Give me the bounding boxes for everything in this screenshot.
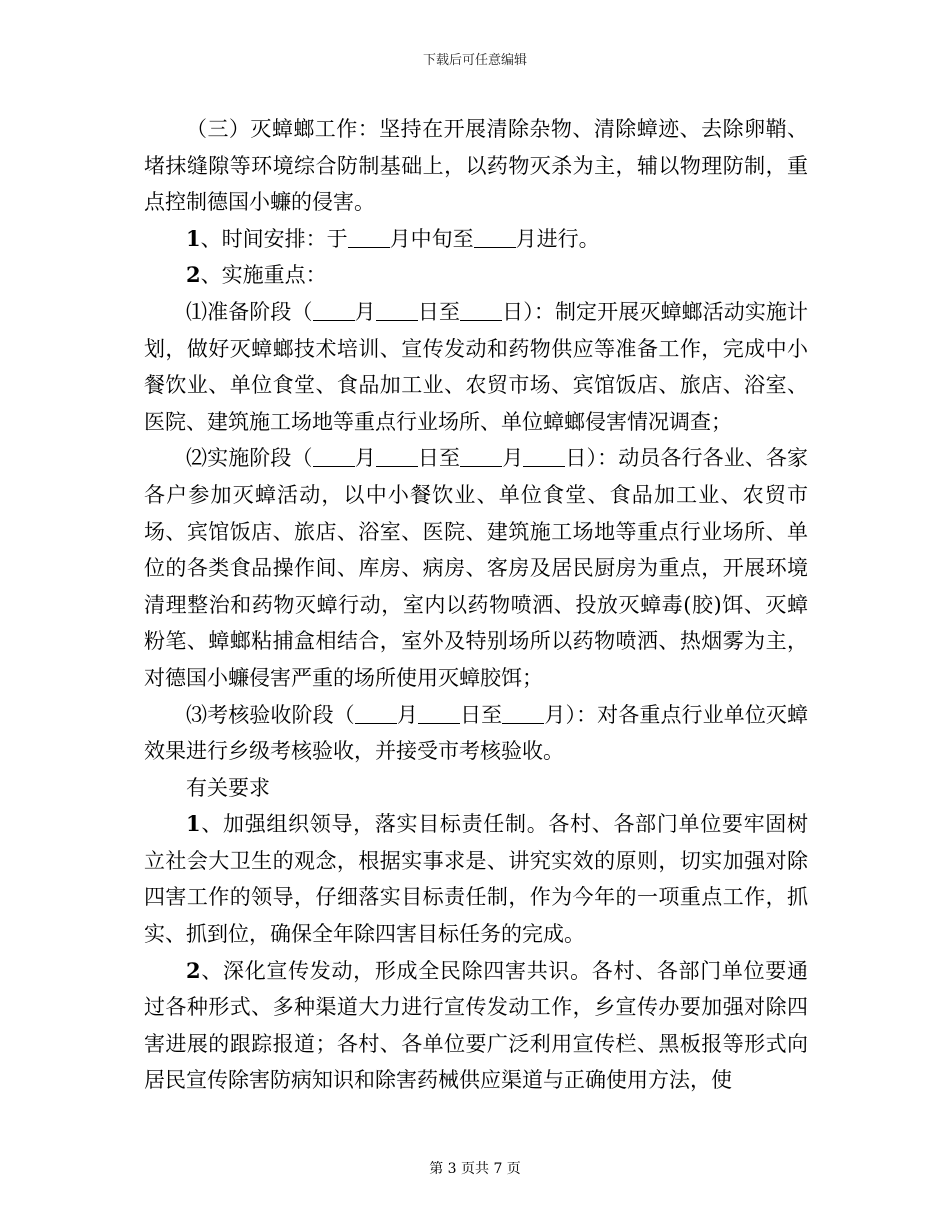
section-heading-requirements: 有关要求	[186, 775, 270, 800]
fill-blank	[474, 226, 516, 248]
paragraph-key-points: 2、实施重点：	[186, 262, 327, 288]
fill-blank	[376, 299, 418, 321]
fill-blank	[348, 226, 390, 248]
paragraph-acceptance-stage: ⑶考核验收阶段（ 月 日至 月）：对各重点行业单位灭蟑效果进行乡级考核验收，并接受市考核验收。	[144, 702, 809, 764]
paragraph-cockroach-control: （三）灭蟑螂工作：坚持在开展清除杂物、清除蟑迹、去除卵鞘、堵抹缝隙等环境综合防制基础上，以药物灭杀为主，辅以物理防制，重点控制德国小蠊的侵害。	[144, 117, 808, 215]
fill-blank	[523, 445, 565, 467]
item-number: 2	[186, 262, 201, 288]
fill-blank	[313, 299, 355, 321]
paragraph-implementation-stage: ⑵实施阶段（ 月 日至 月 日）：动员各行各业、各家各户参加灭蟑活动，以中小餐饮业、单位食堂、食品加工业、农贸市场、宾馆饭店、旅店、浴室、医院、建筑施工场地等重点行业场所、单位的各类食品操作间、库房、病房、客房及居民厨房为重点，开展环境清理整治和药物灭蟑行动，室内以药物喷洒、投放灭蟑毒(胶)饵、灭蟑粉笔、蟑螂粘捕盒相结合，室外及特别场所以药物喷洒、热烟雾为主，对德国小蠊侵害严重的场所使用灭蟑胶饵；	[144, 446, 809, 690]
item-number: 2	[186, 957, 201, 983]
fill-blank	[460, 299, 502, 321]
paragraph-preparation-stage: ⑴准备阶段（ 月 日至 日）：制定开展灭蟑螂活动实施计划，做好灭蟑螂技术培训、宣传发动和药物供应等准备工作，完成中小餐饮业、单位食堂、食品加工业、农贸市场、宾馆饭店、旅店、浴室、医院、建筑施工场地等重点行业场所、单位蟑螂侵害情况调查；	[144, 299, 809, 434]
fill-blank	[418, 702, 460, 724]
paragraph-organization-leadership: 1、加强组织领导，落实目标责任制。各村、各部门单位要牢固树立社会大卫生的观念，根据实事求是、讲究实效的原则，切实加强对除四害工作的领导，仔细落实目标责任制，作为今年的一项重点工作，抓实、抓到位，确保全年除四害目标任务的完成。	[144, 811, 808, 947]
paragraph-publicity: 2、深化宣传发动，形成全民除四害共识。各村、各部门单位要通过各种形式、多种渠道大力进行宣传发动工作，乡宣传办要加强对除四害进展的跟踪报道；各村、各单位要广泛利用宣传栏、黑板报等形式向居民宣传除害防病知识和除害药械供应渠道与正确使用方法，使	[144, 957, 808, 1093]
page-header: 下载后可任意编辑	[422, 53, 527, 68]
item-number: 1	[186, 225, 201, 251]
fill-blank	[502, 702, 544, 724]
fill-blank	[376, 445, 418, 467]
paragraph-time-schedule: 1、时间安排：于 月中旬至 月进行。	[186, 225, 600, 251]
page-footer: 第 3 页共 7 页	[429, 1161, 521, 1177]
fill-blank	[460, 445, 502, 467]
document-body	[144, 111, 808, 1099]
fill-blank	[313, 445, 355, 467]
item-number: 1	[186, 811, 201, 837]
fill-blank	[355, 702, 397, 724]
